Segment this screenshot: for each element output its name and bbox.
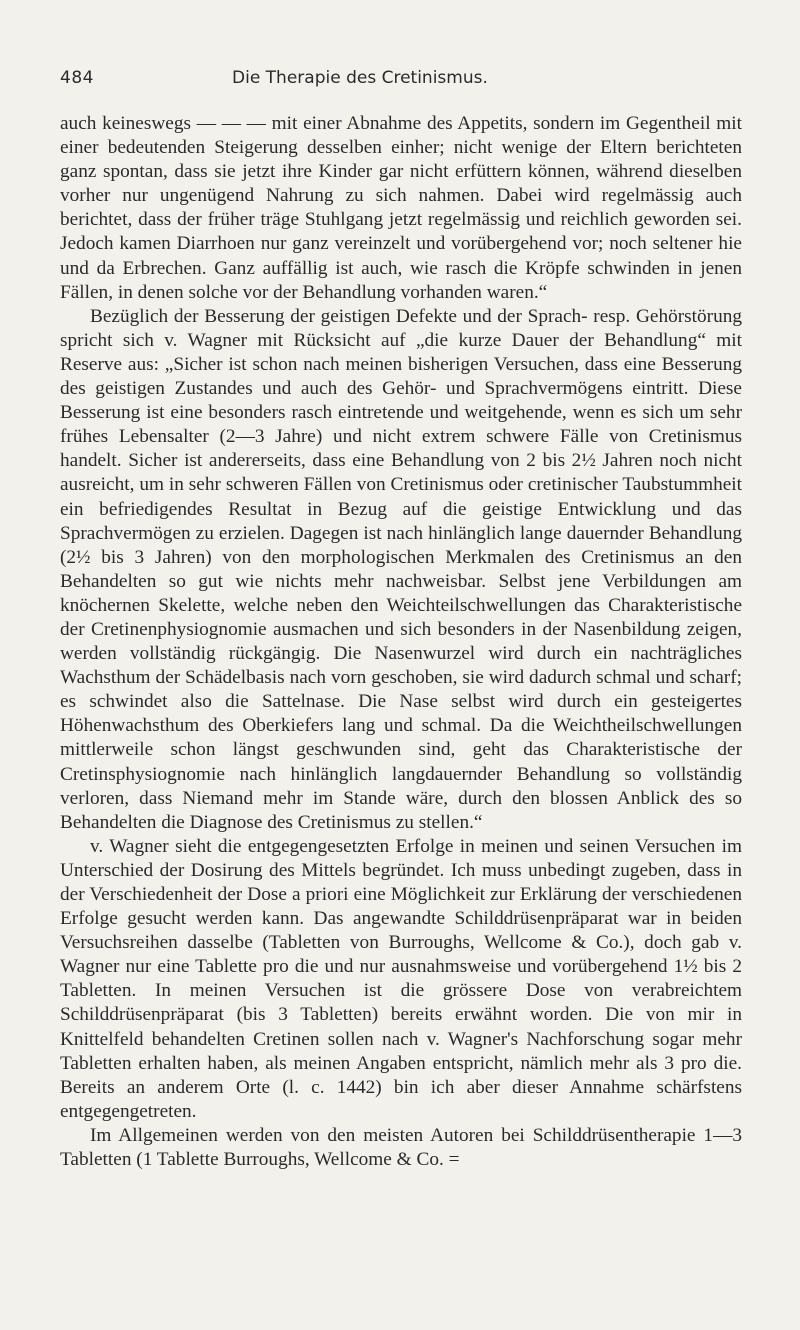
paragraph-1: auch keineswegs — — — mit einer Abnahme des Appetits, sondern im Gegentheil mit einer bedeutenden Steigerung desselben einher; nicht wenige der Eltern berichteten ganz spontan, dass sie jetzt ihre Kinder gar nicht erfüttern können, während dieselben vorher nur ungenügend Nahrung zu sich nahmen. Dabei wird regelmässig auch berichtet, dass der früher träge Stuhlgang jetzt regelmässig und reichlich geworden sei. Jedoch kamen Diarrhoen nur ganz vereinzelt und vorübergehend vor; noch seltener hie und da Erbrechen. Ganz auffällig ist auch, wie rasch die Kröpfe schwinden in jenen Fällen, in denen solche vor der Behandlung vorhanden waren.“ <box>60 113 742 303</box>
paragraph-3: v. Wagner sieht die entgegengesetzten Erfolge in meinen und seinen Versuchen im Unterschied der Dosirung des Mittels begründet. Ich muss unbedingt zugeben, dass in der Verschiedenheit der Dose a priori eine Möglichkeit zur Erklärung der verschiedenen Erfolge gesucht werden kann. Das angewandte Schilddrüsenpräparat war in beiden Versuchsreihen dasselbe (Tabletten von Burroughs, Wellcome & Co.), doch gab v. Wagner nur eine Tablette pro die und nur ausnahmsweise und vorübergehend 1½ bis 2 Tabletten. In meinen Versuchen ist die grössere Dose von verabreichtem Schilddrüsenpräparat (bis 3 Tabletten) bereits erwähnt worden. Die von mir in Knittelfeld behandelten Cretinen sollen nach v. Wagner's Nachforschung sogar mehr Tabletten erhalten haben, als meinen Angaben entspricht, nämlich mehr als 3 pro die. Bereits an anderem Orte (l. c. 1442) bin ich aber dieser Annahme schärfstens entgegengetreten. <box>60 835 742 1122</box>
body-text <box>60 112 742 1172</box>
paragraph-4: Im Allgemeinen werden von den meisten Autoren bei Schilddrüsentherapie 1—3 Tabletten (1 Tablette Burroughs, Wellcome & Co. = <box>60 1124 742 1171</box>
paragraph-2: Bezüglich der Besserung der geistigen Defekte und der Sprach- resp. Gehörstörung spricht sich v. Wagner mit Rücksicht auf „die kurze Dauer der Behandlung“ mit Reserve aus: „Sicher ist schon nach meinen bisherigen Versuchen, dass eine Besserung des geistigen Zustandes und auch des Gehör- und Sprachvermögens eintritt. Diese Besserung ist eine besonders rasch eintretende und weitgehende, wenn es sich um sehr frühes Lebensalter (2—3 Jahre) und nicht extrem schwere Fälle von Cretinismus handelt. Sicher ist andererseits, dass eine Behandlung von 2 bis 2½ Jahren noch nicht ausreicht, um in sehr schweren Fällen von Cretinismus oder cretinischer Taubstummheit ein befriedigendes Resultat in Bezug auf die geistige Entwicklung und das Sprachvermögen zu erzielen. Dagegen ist nach hinlänglich lange dauernder Behandlung (2½ bis 3 Jahren) von den morphologischen Merkmalen des Cretinismus an den Behandelten so gut wie nichts mehr nachweisbar. Selbst jene Verbildungen am knöchernen Skelette, welche neben den Weichteilschwellungen das Charakteristische der Cretinenphysiognomie ausmachen und sich besonders in der Nasenbildung zeigen, werden vollständig rückgängig. Die Nasenwurzel wird durch ein nachträgliches Wachsthum der Schädelbasis nach vorn geschoben, sie wird dadurch schmal und scharf; es schwindet also die Sattelnase. Die Nase selbst wird durch ein gesteigertes Höhenwachsthum des Oberkiefers lang und schmal. Da die Weichtheilschwellungen mittlerweile schon längst geschwunden sind, geht das Charakteristische der Cretinsphysiognomie nach hinlänglich langdauernder Behandlung so vollständig verloren, dass Niemand mehr im Stande wäre, durch den blossen Anblick des so Behandelten die Diagnose des Cretinismus zu stellen.“ <box>60 305 742 833</box>
page-number: 484 <box>60 68 94 88</box>
running-title: Die Therapie des Cretinismus. <box>232 68 488 88</box>
page-header <box>60 68 740 98</box>
